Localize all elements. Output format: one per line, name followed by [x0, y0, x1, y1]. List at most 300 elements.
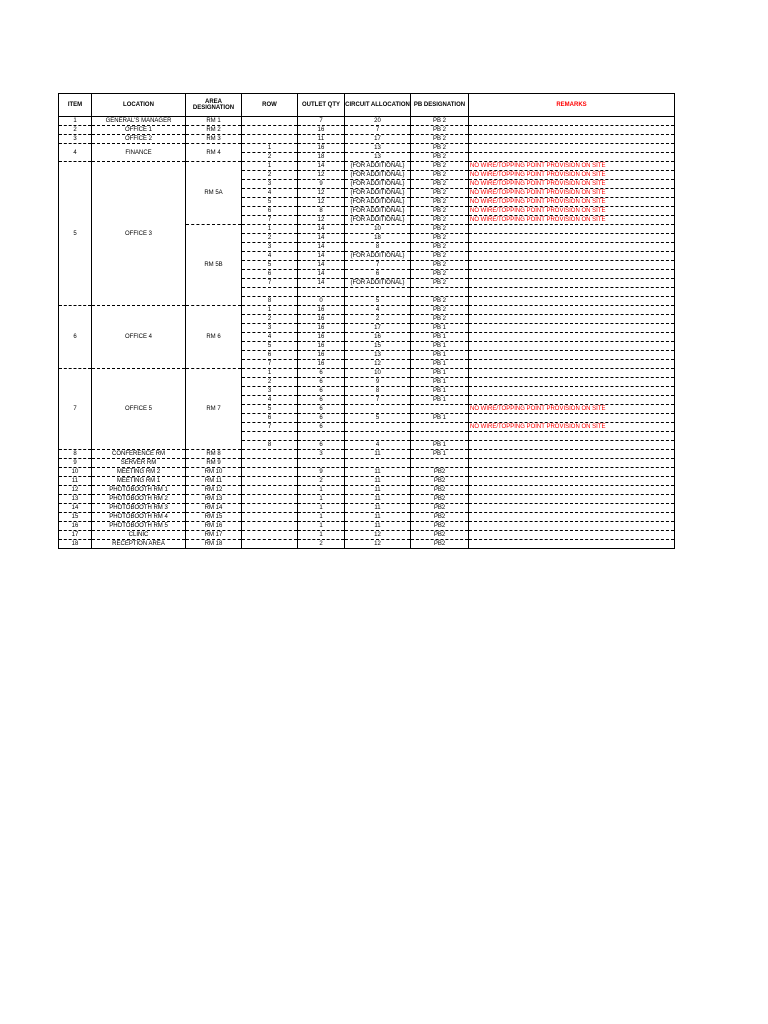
row-number-cell: 7: [242, 279, 298, 288]
header-outlet-qty: OUTLET QTY: [298, 94, 345, 117]
row-number-cell: 1: [242, 162, 298, 171]
circuit-allocation-cell: 12: [345, 360, 411, 369]
item-cell: 4: [59, 144, 92, 162]
remarks-cell: NO WIRE/TOPPING POINT PROVISION ON SITE: [469, 198, 675, 207]
outlet-qty-cell: 9: [298, 468, 345, 477]
row-number-cell: 3: [242, 324, 298, 333]
circuit-allocation-cell: 7: [345, 261, 411, 270]
pb-designation-cell: PB 2: [411, 198, 469, 207]
location-cell: MEETING RM 1: [92, 477, 186, 486]
outlet-qty-cell: [298, 432, 345, 441]
remarks-cell: [469, 396, 675, 405]
header-row: [59, 94, 675, 117]
pb-designation-cell: PB2: [411, 513, 469, 522]
remarks-cell: [469, 144, 675, 153]
remarks-cell: [469, 441, 675, 450]
remarks-cell: [469, 477, 675, 486]
outlet-qty-cell: 6: [298, 369, 345, 378]
outlet-qty-cell: 18: [298, 153, 345, 162]
circuit-allocation-cell: (FOR ADDITIONAL): [345, 216, 411, 225]
pb-designation-cell: PB 2: [411, 306, 469, 315]
row-number-cell: [242, 531, 298, 540]
area-designation-cell: RM 4: [186, 144, 242, 162]
outlet-qty-cell: 12: [298, 216, 345, 225]
circuit-allocation-cell: (FOR ADDITIONAL): [345, 279, 411, 288]
outlet-qty-cell: 1: [298, 486, 345, 495]
row-number-cell: 6: [242, 414, 298, 423]
circuit-allocation-cell: 20: [345, 117, 411, 126]
row-number-cell: 1: [242, 144, 298, 153]
pb-designation-cell: PB 2: [411, 252, 469, 261]
remarks-cell: [469, 369, 675, 378]
circuit-allocation-cell: 12: [345, 540, 411, 549]
item-cell: 18: [59, 540, 92, 549]
table-body: [59, 117, 675, 549]
remarks-cell: NO WIRE/TOPPING POINT PROVISION ON SITE: [469, 423, 675, 432]
item-cell: 3: [59, 135, 92, 144]
item-cell: 11: [59, 477, 92, 486]
pb-designation-cell: PB2: [411, 540, 469, 549]
area-designation-cell: RM 1: [186, 117, 242, 126]
row-number-cell: 6: [242, 351, 298, 360]
row-number-cell: 6: [242, 270, 298, 279]
location-cell: SERVER RM: [92, 459, 186, 468]
remarks-cell: [469, 315, 675, 324]
circuit-allocation-cell: (FOR ADDITIONAL): [345, 198, 411, 207]
area-designation-cell: RM 2: [186, 126, 242, 135]
row-number-cell: 7: [242, 360, 298, 369]
outlet-qty-cell: 0: [298, 297, 345, 306]
area-designation-cell: RM 5B: [186, 225, 242, 306]
location-cell: OFFICE 3: [92, 162, 186, 306]
outlet-qty-cell: 6: [298, 387, 345, 396]
circuit-allocation-cell: 18: [345, 234, 411, 243]
remarks-cell: [469, 342, 675, 351]
location-cell: GENERAL'S MANAGER: [92, 117, 186, 126]
location-cell: OFFICE 5: [92, 369, 186, 450]
circuit-allocation-cell: 13: [345, 351, 411, 360]
circuit-allocation-cell: 7: [345, 396, 411, 405]
remarks-cell: [469, 540, 675, 549]
row-number-cell: 3: [242, 243, 298, 252]
item-cell: 1: [59, 117, 92, 126]
remarks-cell: NO WIRE/TOPPING POINT PROVISION ON SITE: [469, 216, 675, 225]
pb-designation-cell: PB 1: [411, 324, 469, 333]
outlet-qty-cell: 6: [298, 423, 345, 432]
row-number-cell: [242, 126, 298, 135]
location-cell: PHOTOBOOTH RM 3: [92, 504, 186, 513]
remarks-cell: NO WIRE/TOPPING POINT PROVISION ON SITE: [469, 189, 675, 198]
circuit-allocation-cell: [345, 405, 411, 414]
outlet-qty-cell: 1: [298, 495, 345, 504]
pb-designation-cell: PB 2: [411, 117, 469, 126]
row-number-cell: [242, 495, 298, 504]
remarks-cell: [469, 252, 675, 261]
circuit-allocation-cell: 11: [345, 477, 411, 486]
row-number-cell: 8: [242, 441, 298, 450]
pb-designation-cell: PB 2: [411, 171, 469, 180]
area-designation-cell: RM 11: [186, 477, 242, 486]
outlet-qty-cell: 14: [298, 162, 345, 171]
pb-designation-cell: PB 2: [411, 162, 469, 171]
remarks-cell: [469, 153, 675, 162]
circuit-allocation-cell: 11: [345, 495, 411, 504]
outlet-schedule-table: [58, 93, 675, 549]
location-cell: PHOTOBOOTH RM 1: [92, 486, 186, 495]
item-cell: 5: [59, 162, 92, 306]
circuit-allocation-cell: 9: [345, 378, 411, 387]
pb-designation-cell: PB2: [411, 531, 469, 540]
table-row: [59, 522, 675, 531]
header-pb-designation: PB DESIGNATION: [411, 94, 469, 117]
outlet-qty-cell: [298, 459, 345, 468]
remarks-cell: [469, 279, 675, 288]
row-number-cell: [242, 459, 298, 468]
table-row: [59, 504, 675, 513]
row-number-cell: 4: [242, 252, 298, 261]
circuit-allocation-cell: 5: [345, 297, 411, 306]
row-number-cell: [242, 117, 298, 126]
outlet-qty-cell: 16: [298, 306, 345, 315]
circuit-allocation-cell: [345, 288, 411, 297]
pb-designation-cell: PB 2: [411, 234, 469, 243]
pb-designation-cell: PB 1: [411, 396, 469, 405]
circuit-allocation-cell: 6: [345, 270, 411, 279]
outlet-qty-cell: 3: [298, 450, 345, 459]
row-number-cell: 7: [242, 216, 298, 225]
row-number-cell: 3: [242, 180, 298, 189]
pb-designation-cell: PB 2: [411, 180, 469, 189]
pb-designation-cell: PB 1: [411, 378, 469, 387]
pb-designation-cell: PB2: [411, 495, 469, 504]
outlet-qty-cell: 1: [298, 513, 345, 522]
outlet-qty-cell: 14: [298, 279, 345, 288]
remarks-cell: [469, 333, 675, 342]
outlet-qty-cell: 6: [298, 441, 345, 450]
outlet-qty-cell: 14: [298, 243, 345, 252]
pb-designation-cell: PB 2: [411, 270, 469, 279]
outlet-qty-cell: 6: [298, 414, 345, 423]
table-row: [59, 495, 675, 504]
table-row: [59, 162, 675, 171]
circuit-allocation-cell: 10: [345, 369, 411, 378]
pb-designation-cell: PB2: [411, 504, 469, 513]
pb-designation-cell: [411, 288, 469, 297]
row-number-cell: 2: [242, 153, 298, 162]
pb-designation-cell: PB 2: [411, 144, 469, 153]
remarks-cell: [469, 297, 675, 306]
row-number-cell: 2: [242, 234, 298, 243]
header-circuit-allocation: CIRCUIT ALLOCATION: [345, 94, 411, 117]
pb-designation-cell: PB 2: [411, 135, 469, 144]
area-designation-cell: RM 9: [186, 459, 242, 468]
location-cell: MEETING RM 2: [92, 468, 186, 477]
outlet-qty-cell: 9: [298, 180, 345, 189]
row-number-cell: 4: [242, 189, 298, 198]
circuit-allocation-cell: 2: [345, 315, 411, 324]
outlet-qty-cell: 7: [298, 117, 345, 126]
remarks-cell: NO WIRE/TOPPING POINT PROVISION ON SITE: [469, 405, 675, 414]
circuit-allocation-cell: 16: [345, 333, 411, 342]
pb-designation-cell: PB 2: [411, 216, 469, 225]
row-number-cell: 5: [242, 198, 298, 207]
location-cell: OFFICE 2: [92, 135, 186, 144]
circuit-allocation-cell: 11: [345, 450, 411, 459]
outlet-qty-cell: 12: [298, 198, 345, 207]
table-row: [59, 531, 675, 540]
pb-designation-cell: PB 1: [411, 342, 469, 351]
outlet-qty-cell: 1: [298, 504, 345, 513]
outlet-qty-cell: 12: [298, 189, 345, 198]
pb-designation-cell: PB 2: [411, 126, 469, 135]
area-designation-cell: RM 17: [186, 531, 242, 540]
row-number-cell: 4: [242, 333, 298, 342]
pb-designation-cell: PB 1: [411, 333, 469, 342]
row-number-cell: 1: [242, 369, 298, 378]
remarks-cell: [469, 351, 675, 360]
location-cell: PHOTOBOOTH RM 4: [92, 513, 186, 522]
remarks-cell: [469, 531, 675, 540]
row-number-cell: 5: [242, 261, 298, 270]
circuit-allocation-cell: 17: [345, 135, 411, 144]
remarks-cell: [469, 387, 675, 396]
outlet-qty-cell: 6: [298, 396, 345, 405]
table-row: [59, 468, 675, 477]
remarks-cell: [469, 459, 675, 468]
outlet-qty-cell: [298, 288, 345, 297]
header-item: ITEM: [59, 94, 92, 117]
outlet-qty-cell: 14: [298, 261, 345, 270]
remarks-cell: [469, 450, 675, 459]
remarks-cell: [469, 495, 675, 504]
remarks-cell: [469, 414, 675, 423]
item-cell: 17: [59, 531, 92, 540]
table-row: [59, 135, 675, 144]
outlet-qty-cell: 14: [298, 252, 345, 261]
pb-designation-cell: [411, 405, 469, 414]
area-designation-cell: RM 8: [186, 450, 242, 459]
remarks-cell: [469, 504, 675, 513]
circuit-allocation-cell: (FOR ADDITIONAL): [345, 180, 411, 189]
row-number-cell: 1: [242, 225, 298, 234]
table-row: [59, 126, 675, 135]
circuit-allocation-cell: 11: [345, 468, 411, 477]
outlet-qty-cell: 14: [298, 234, 345, 243]
row-number-cell: [242, 288, 298, 297]
pb-designation-cell: PB 1: [411, 414, 469, 423]
row-number-cell: 8: [242, 297, 298, 306]
row-number-cell: [242, 486, 298, 495]
item-cell: 14: [59, 504, 92, 513]
row-number-cell: [242, 513, 298, 522]
outlet-qty-cell: 14: [298, 225, 345, 234]
circuit-allocation-cell: 15: [345, 342, 411, 351]
remarks-cell: [469, 522, 675, 531]
outlet-qty-cell: 2: [298, 477, 345, 486]
item-cell: 7: [59, 369, 92, 450]
remarks-cell: [469, 324, 675, 333]
remarks-cell: [469, 378, 675, 387]
row-number-cell: 2: [242, 378, 298, 387]
circuit-allocation-cell: (FOR ADDITIONAL): [345, 162, 411, 171]
spreadsheet-page: [58, 93, 674, 547]
pb-designation-cell: PB 2: [411, 315, 469, 324]
row-number-cell: [242, 540, 298, 549]
outlet-qty-cell: 2: [298, 540, 345, 549]
area-designation-cell: RM 7: [186, 369, 242, 450]
pb-designation-cell: PB2: [411, 468, 469, 477]
pb-designation-cell: PB 2: [411, 243, 469, 252]
table-row: [59, 459, 675, 468]
row-number-cell: 1: [242, 306, 298, 315]
location-cell: FINANCE: [92, 144, 186, 162]
header-location: LOCATION: [92, 94, 186, 117]
location-cell: RECEPTION AREA: [92, 540, 186, 549]
outlet-qty-cell: 1: [298, 522, 345, 531]
area-designation-cell: RM 15: [186, 513, 242, 522]
table-row: [59, 477, 675, 486]
row-number-cell: [242, 450, 298, 459]
area-designation-cell: RM 5A: [186, 162, 242, 225]
remarks-cell: [469, 243, 675, 252]
circuit-allocation-cell: 11: [345, 486, 411, 495]
outlet-qty-cell: 16: [298, 333, 345, 342]
pb-designation-cell: PB 1: [411, 360, 469, 369]
pb-designation-cell: PB 1: [411, 369, 469, 378]
circuit-allocation-cell: [345, 423, 411, 432]
area-designation-cell: RM 13: [186, 495, 242, 504]
remarks-cell: [469, 135, 675, 144]
circuit-allocation-cell: 13: [345, 144, 411, 153]
area-designation-cell: RM 10: [186, 468, 242, 477]
row-number-cell: [242, 432, 298, 441]
outlet-qty-cell: 8: [298, 207, 345, 216]
circuit-allocation-cell: (FOR ADDITIONAL): [345, 189, 411, 198]
location-cell: OFFICE 4: [92, 306, 186, 369]
header-area-designation: AREA DESIGNATION: [186, 94, 242, 117]
outlet-qty-cell: 16: [298, 126, 345, 135]
remarks-cell: [469, 360, 675, 369]
remarks-cell: NO WIRE/TOPPING POINT PROVISION ON SITE: [469, 207, 675, 216]
item-cell: 6: [59, 306, 92, 369]
remarks-cell: [469, 225, 675, 234]
row-number-cell: [242, 135, 298, 144]
row-number-cell: [242, 522, 298, 531]
circuit-allocation-cell: 10: [345, 225, 411, 234]
remarks-cell: [469, 306, 675, 315]
area-designation-cell: RM 14: [186, 504, 242, 513]
circuit-allocation-cell: 12: [345, 531, 411, 540]
row-number-cell: 5: [242, 405, 298, 414]
item-cell: 2: [59, 126, 92, 135]
remarks-cell: [469, 126, 675, 135]
circuit-allocation-cell: [345, 459, 411, 468]
circuit-allocation-cell: 5: [345, 414, 411, 423]
outlet-qty-cell: 16: [298, 315, 345, 324]
remarks-cell: [469, 432, 675, 441]
pb-designation-cell: PB2: [411, 477, 469, 486]
table-row: [59, 450, 675, 459]
remarks-cell: [469, 117, 675, 126]
outlet-qty-cell: 12: [298, 171, 345, 180]
pb-designation-cell: PB2: [411, 486, 469, 495]
remarks-cell: [469, 234, 675, 243]
remarks-cell: [469, 513, 675, 522]
circuit-allocation-cell: 8: [345, 387, 411, 396]
item-cell: 12: [59, 486, 92, 495]
pb-designation-cell: PB 2: [411, 297, 469, 306]
remarks-cell: [469, 288, 675, 297]
area-designation-cell: RM 18: [186, 540, 242, 549]
row-number-cell: 5: [242, 342, 298, 351]
outlet-qty-cell: 16: [298, 144, 345, 153]
pb-designation-cell: PB 1: [411, 387, 469, 396]
pb-designation-cell: PB 2: [411, 189, 469, 198]
circuit-allocation-cell: (FOR ADDITIONAL): [345, 252, 411, 261]
circuit-allocation-cell: 17: [345, 324, 411, 333]
circuit-allocation-cell: 11: [345, 513, 411, 522]
pb-designation-cell: [411, 432, 469, 441]
remarks-cell: NO WIRE/TOPPING POINT PROVISION ON SITE: [469, 162, 675, 171]
item-cell: 13: [59, 495, 92, 504]
table-row: [59, 369, 675, 378]
row-number-cell: 6: [242, 207, 298, 216]
pb-designation-cell: PB2: [411, 522, 469, 531]
circuit-allocation-cell: 13: [345, 153, 411, 162]
outlet-qty-cell: 6: [298, 378, 345, 387]
outlet-qty-cell: 16: [298, 324, 345, 333]
remarks-cell: [469, 468, 675, 477]
pb-designation-cell: [411, 423, 469, 432]
outlet-qty-cell: 16: [298, 351, 345, 360]
row-number-cell: 3: [242, 387, 298, 396]
item-cell: 16: [59, 522, 92, 531]
outlet-qty-cell: 6: [298, 405, 345, 414]
pb-designation-cell: [411, 459, 469, 468]
row-number-cell: 7: [242, 423, 298, 432]
row-number-cell: [242, 504, 298, 513]
circuit-allocation-cell: 11: [345, 504, 411, 513]
outlet-qty-cell: 1: [298, 531, 345, 540]
outlet-qty-cell: 14: [298, 270, 345, 279]
remarks-cell: [469, 486, 675, 495]
location-cell: PHOTOBOOTH RM 2: [92, 495, 186, 504]
pb-designation-cell: PB 1: [411, 351, 469, 360]
location-cell: CONFERENCE RM: [92, 450, 186, 459]
pb-designation-cell: PB 1: [411, 441, 469, 450]
item-cell: 9: [59, 459, 92, 468]
location-cell: OFFICE 1: [92, 126, 186, 135]
header-remarks: REMARKS: [469, 94, 675, 117]
item-cell: 15: [59, 513, 92, 522]
row-number-cell: [242, 477, 298, 486]
area-designation-cell: RM 12: [186, 486, 242, 495]
area-designation-cell: RM 6: [186, 306, 242, 369]
item-cell: 8: [59, 450, 92, 459]
location-cell: PHOTOBOOTH RM 5: [92, 522, 186, 531]
table-row: [59, 144, 675, 153]
table-row: [59, 486, 675, 495]
remarks-cell: NO WIRE/TOPPING POINT PROVISION ON SITE: [469, 180, 675, 189]
circuit-allocation-cell: 8: [345, 243, 411, 252]
circuit-allocation-cell: 4: [345, 306, 411, 315]
outlet-qty-cell: 16: [298, 342, 345, 351]
circuit-allocation-cell: 7: [345, 126, 411, 135]
circuit-allocation-cell: 11: [345, 522, 411, 531]
area-designation-cell: RM 3: [186, 135, 242, 144]
remarks-cell: [469, 261, 675, 270]
pb-designation-cell: PB 2: [411, 261, 469, 270]
